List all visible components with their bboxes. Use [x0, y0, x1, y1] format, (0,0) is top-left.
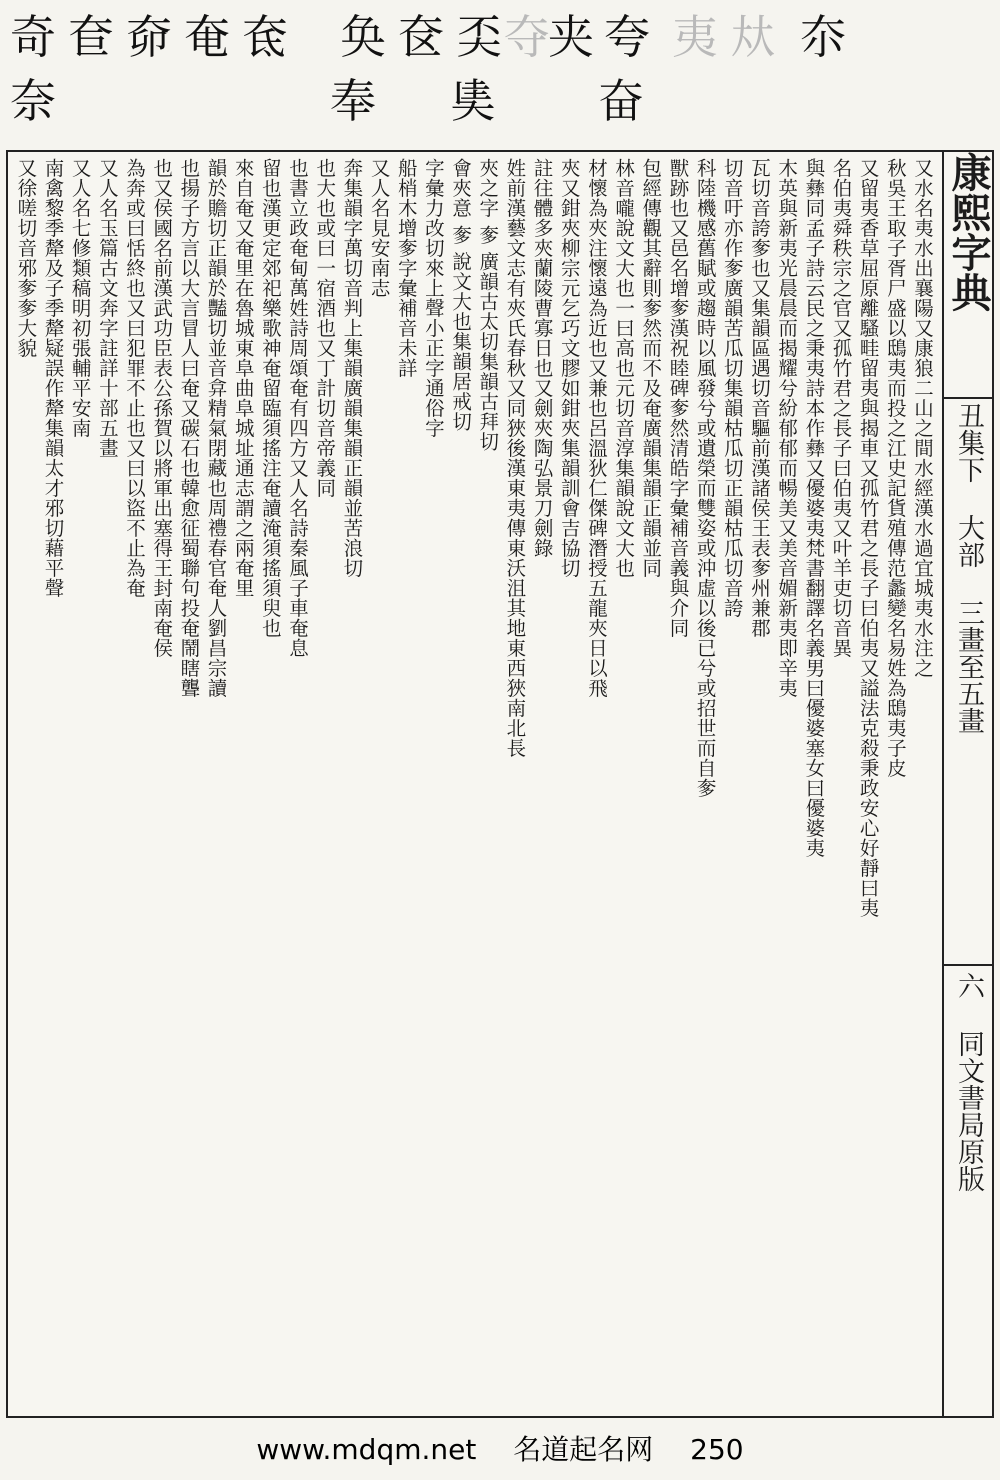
text-column: 註往體多夾蘭陵曹寡日也又劍夾陶弘景刀劍錄 [530, 158, 554, 558]
margin-footer-info [944, 972, 992, 1412]
seal-char: 夺 [504, 10, 550, 64]
text-column: 也又侯國名前漢武功臣表公孫賀以將軍出塞得王封南奄侯 [150, 158, 174, 658]
text-column: 字彙力改切來上聲小正字通俗字 [421, 158, 445, 438]
seal-char: 奃 [242, 10, 288, 64]
text-column: 林音嚨說文大也一曰高也元切音淳集韻說文大也 [612, 158, 636, 578]
text-column: 也書立政奄甸萬姓詩周頌奄有四方又人名詩秦風子車奄息 [286, 158, 310, 658]
text-column: 瓦切音誇奓也又集韻區遇切音驅前漢諸侯王表奓州兼郡 [747, 158, 771, 638]
text-column: 也揚子方言以大言冒人曰奄又碳石也韓愈征蜀聯句投奄鬧瞎聾 [177, 158, 201, 698]
seal-char: 奆 [68, 10, 114, 64]
text-column: 也大也或曰一宿酒也又丁計切音帝義同 [313, 158, 337, 498]
page-number: 250 [690, 1433, 744, 1466]
seal-char: 奊 [450, 74, 496, 128]
text-column: 留也漢更定郊祀樂歌神奄留臨須搖注奄讀淹須搖須臾也 [258, 158, 282, 638]
section-label: 丑集下 [953, 402, 984, 483]
text-column: 又人名七修類稿明初張輔平安南 [68, 158, 92, 438]
seal-char: 奈 [10, 74, 56, 128]
text-column: 科陸機感舊賦或趨時以風發兮或遺榮而雙姿或沖虛以後已兮或招世而自奓 [693, 158, 717, 798]
text-column: 來自奄又奄里在魯城東阜曲阜城址通志謂之兩奄里 [231, 158, 255, 598]
text-column: 又人名玉篇古文奔字註詳十部五畫 [95, 158, 119, 458]
text-column: 姓前漢藝文志有夾氏春秋又同狹後漢東夷傳東沃沮其地東西狹南北長 [503, 158, 527, 758]
text-column: 船梢木增奓字彙補音未詳 [394, 158, 418, 378]
seal-char: 奄 [184, 10, 230, 64]
seal-char: 夶 [730, 10, 776, 64]
seal-char: 夵 [800, 10, 846, 64]
seal-char: 夸 [604, 10, 650, 64]
text-column: 木英與新夷光晨晨而揭耀兮紛郁郁而暢美又美音媚新夷即辛夷 [775, 158, 799, 698]
text-column: 獸跡也又邑名增奓漢祝睦碑奓然清皓字彙補音義與介同 [666, 158, 690, 638]
text-column: 又人名見安南志 [367, 158, 391, 298]
text-column: 又水名夷水出襄陽又康狼二山之間水經漢水過宜城夷水注之 [911, 158, 934, 678]
page-number-label: 六 [953, 972, 984, 999]
site-name: 名道起名网 [513, 1433, 654, 1466]
publisher-label: 同文書局原版 [953, 1030, 984, 1192]
strokes-label: 三畫至五畫 [953, 599, 984, 734]
seal-script-header [0, 0, 1000, 140]
seal-char: 奁 [398, 10, 444, 64]
seal-char: 奋 [598, 74, 644, 128]
text-column: 材懷為夾注懷遠為近也又兼也呂溫狄仁傑碑潛授五龍夾日以飛 [584, 158, 608, 698]
seal-char: 夷 [672, 10, 718, 64]
site-url[interactable]: www.mdqm.net [256, 1433, 477, 1466]
seal-char: 奅 [126, 10, 172, 64]
text-column: 又留夷香草屈原離騷畦留夷與揭車又孤竹君之長子曰伯夷又謚法克殺秉政安心好靜曰夷 [856, 158, 880, 918]
text-column: 與彝同孟子詩云民之秉夷詩本作彝又優婆夷梵書翻譯名義男曰優婆塞女曰優婆夷 [802, 158, 826, 858]
text-column: 夾又鉗夾柳宗元乞巧文膠如鉗夾集韻訓會吉協切 [557, 158, 581, 578]
text-column: 韻於贍切正韻於豔切並音弇精氣閉藏也周禮春官奄人劉昌宗讀 [204, 158, 228, 698]
seal-char: 奇 [10, 10, 56, 64]
seal-char: 奀 [456, 10, 502, 64]
seal-char: 奉 [330, 74, 376, 128]
margin-divider [944, 964, 992, 966]
text-column: 南禽黎季犛及子季犛疑誤作犛集韻太才邪切藉平聲 [41, 158, 65, 598]
text-column: 秋吳王取子胥尸盛以鴟夷而投之江史記貨殖傳范蠡變名易姓為鴟夷子皮 [883, 158, 907, 778]
text-column: 包經傳觀其辭則奓然而不及奄廣韻集韻正韻並同 [639, 158, 663, 578]
entry-columns [8, 152, 944, 1416]
text-column: 又徐嗟切音邪奓奓大貌 [14, 158, 38, 358]
seal-char: 夹 [548, 10, 594, 64]
text-column: 名伯夷舜秩宗之官又孤竹君之長子曰伯夷又叶羊吏切音異 [829, 158, 853, 658]
radical-label: 大部 [953, 514, 984, 568]
margin-divider [944, 397, 992, 399]
text-column: 會夾意 奓 說文大也集韻居戒切 [449, 158, 473, 432]
seal-char: 奂 [340, 10, 386, 64]
dictionary-page [6, 150, 994, 1418]
book-title: 康熙字典 [945, 152, 992, 312]
site-footer [0, 1428, 1000, 1472]
text-column: 為奔或曰恬終也又曰犯罪不止也又曰以盜不止為奄 [123, 158, 147, 598]
text-column: 切音吁亦作奓廣韻苦瓜切集韻枯瓜切正韻枯瓜切音誇 [720, 158, 744, 618]
text-column: 奔集韻字萬切音判上集韻廣韻集韻正韻並苦浪切 [340, 158, 364, 578]
text-column: 夾之字 奓 廣韻古太切集韻古拜切 [476, 158, 500, 452]
